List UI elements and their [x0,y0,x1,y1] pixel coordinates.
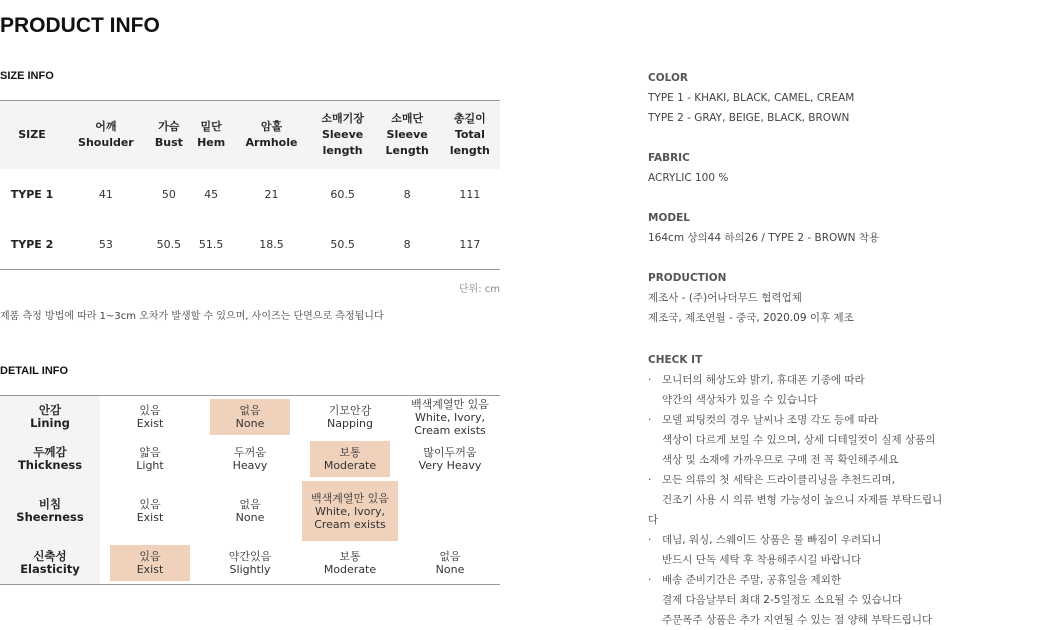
page-title: PRODUCT INFO [0,14,160,37]
check-item-line: 모니터의 해상도와 밝기, 휴대폰 기종에 따라 [662,374,865,386]
detail-option [110,481,190,541]
size-cell: 53 [98,237,113,251]
detail-option [410,545,490,581]
size-cell: 50.5 [330,237,355,251]
detail-label-ko: 신축성 [33,549,67,563]
detail-label-ko: 두께감 [33,445,67,459]
detail-cell [200,396,300,438]
unit-label: 단위: cm [458,284,500,295]
production-line: 제조사 - (주)어나더무드 협력업체 [648,292,802,304]
detail-option-line: Exist [136,563,164,576]
model-line: 164cm 상의44 하의26 / TYPE 2 - BROWN 착용 [648,232,880,244]
detail-option-line: Light [136,459,164,472]
size-info-heading: SIZE INFO [0,70,54,82]
detail-cell [300,396,400,438]
size-col-header-line: 소매기장 [321,112,364,125]
detail-option-line: White, Ivory, [415,410,485,424]
detail-option-line: Exist [136,417,164,430]
detail-option [110,399,190,435]
detail-option [410,441,490,477]
size-cell: 45 [204,187,219,201]
size-col-header-line: 소매단 [391,112,424,125]
check-item-line: 약간의 색상차가 있을 수 있습니다 [662,394,818,406]
size-cell: 8 [403,187,411,201]
detail-option [310,545,390,581]
size-col-header-line: 어깨 [95,120,117,133]
detail-cell [200,480,300,542]
detail-cell [400,542,500,584]
detail-label-ko: 비침 [38,497,62,511]
check-item-line: 색상 및 소재에 가까우므로 구매 전 꼭 확인해주세요 [662,454,899,466]
fabric-section [648,148,728,188]
check-it-label: CHECK IT [648,354,703,366]
detail-option [110,545,190,581]
check-item [648,410,948,470]
detail-option-line: Exist [136,511,164,524]
detail-option [302,481,398,541]
size-cell: 111 [459,187,481,201]
table-row [0,219,500,270]
size-table [0,100,500,270]
detail-cell [300,438,400,480]
detail-option-line: 두꺼움 [234,446,266,459]
detail-option-line: 약간있음 [228,550,272,563]
detail-cell [400,396,500,438]
bullet-icon: · [648,374,652,386]
detail-option-line: Slightly [229,563,271,576]
size-cell: 8 [403,237,411,251]
check-item-line: 색상이 다르게 보일 수 있으며, 상세 디테일컷이 실제 상품의 [662,434,936,446]
size-col-header [190,101,232,170]
detail-option-line: 백색계열만 있음 [411,397,489,411]
detail-row [0,396,500,438]
size-cell: 41 [98,187,113,201]
detail-label-ko: 안감 [38,403,62,417]
detail-row [0,480,500,542]
detail-option [210,481,290,541]
detail-table [0,395,500,585]
check-item [648,530,948,570]
detail-option [210,399,290,435]
size-cell: 18.5 [259,237,284,251]
detail-cell [300,480,400,542]
size-col-header-line: 총길이 [453,112,486,125]
check-item [648,470,948,530]
detail-option-line: Very Heavy [418,459,482,472]
size-col-header [0,101,64,170]
detail-option [210,545,290,581]
detail-label-en: Thickness [17,458,83,472]
fabric-label: FABRIC [648,152,690,164]
detail-row-header [0,480,100,542]
detail-cell [200,542,300,584]
production-label: PRODUCTION [648,272,727,284]
detail-option-line: 없음 [239,498,261,511]
check-item-line: 배송 준비기간은 주말, 공휴일을 제외한 [662,574,841,586]
check-item-line: 모든 의류의 첫 세탁은 드라이클리닝을 추천드리며, [662,474,896,486]
size-col-header-line: length [322,144,363,157]
detail-row-header [0,438,100,480]
check-item [648,370,948,410]
detail-cell [400,438,500,480]
production-section [648,268,854,328]
size-col-header [311,101,375,170]
detail-option-line: White, Ivory, [315,504,385,518]
detail-row-header [0,542,100,584]
size-cell: 60.5 [330,187,355,201]
detail-option-line: 보통 [339,446,361,459]
detail-option-line: Napping [327,417,373,430]
detail-cell [100,542,200,584]
detail-row [0,542,500,584]
check-item-line: 주문폭주 상품은 추가 지연될 수 있는 점 양해 부탁드립니다 [662,614,933,626]
detail-label-en: Sheerness [16,510,84,524]
detail-option-line: 백색계열만 있음 [311,491,389,505]
check-item [648,570,948,630]
detail-option [210,441,290,477]
detail-label-en: Lining [30,416,70,430]
detail-row-header [0,396,100,438]
detail-option-line: 없음 [239,404,261,417]
detail-cell [100,438,200,480]
detail-cell [100,480,200,542]
size-col-header-line: Sleeve [386,128,428,141]
size-col-header [375,101,440,170]
check-item-line: 건조기 사용 시 의류 변형 가능성이 높으니 자제를 부탁드립니 [662,494,943,506]
check-item-line: 모델 피팅컷의 경우 날씨나 조명 각도 등에 따라 [662,414,879,426]
color-label: COLOR [648,72,688,84]
check-item-line: 반드시 단독 세탁 후 착용해주시길 바랍니다 [662,554,862,566]
detail-option-line: 없음 [439,550,461,563]
size-col-header-line: Total [454,128,485,141]
detail-option-line: Cream exists [414,423,486,437]
detail-cell [400,480,500,542]
size-col-header-line: Length [385,144,429,157]
bullet-icon: · [648,534,652,546]
detail-option [310,399,390,435]
detail-option-line: Moderate [323,459,377,472]
detail-option-line: Heavy [232,459,268,472]
bullet-icon: · [648,474,652,486]
size-col-header [440,101,500,170]
size-cell: 50.5 [156,237,182,251]
size-col-header-line: Shoulder [78,136,134,149]
size-cell: 50 [161,187,176,201]
size-col-header-line: 밑단 [200,120,222,133]
size-col-header [232,101,310,170]
detail-row [0,438,500,480]
bullet-icon: · [648,574,652,586]
model-section [648,208,879,248]
detail-option [110,441,190,477]
size-col-header [64,101,148,170]
detail-label-en: Elasticity [20,562,80,576]
size-col-header-line: Sleeve [321,128,364,141]
size-col-header-line: 암홀 [260,120,283,133]
detail-option-line: 있음 [139,498,161,511]
size-col-header-line: 가슴 [158,120,180,133]
size-col-header-line: SIZE [18,128,46,141]
check-it-section [648,350,948,630]
detail-option-line: 많이두꺼움 [423,446,477,459]
fabric-line: ACRYLIC 100 % [648,172,729,184]
detail-option [310,441,390,477]
bullet-icon: · [648,414,652,426]
size-col-header-line: Armhole [245,136,298,149]
size-table-header [0,101,500,170]
size-cell: 51.5 [198,237,224,251]
color-section [648,68,854,128]
detail-option-line: 보통 [339,550,361,563]
size-col-header-line: length [449,144,490,157]
detail-option-line: 있음 [139,404,161,417]
detail-option-line: None [235,511,265,524]
check-item-line: 다 [648,514,659,526]
measurement-note: 제품 측정 방법에 따라 1~3cm 오차가 발생할 수 있으며, 사이즈는 단면으로 측정됩니다 [0,311,384,322]
production-line: 제조국, 제조연월 - 중국, 2020.09 이후 제조 [648,312,854,324]
detail-option-line: 얇음 [139,446,161,459]
check-item-line: 데님, 워싱, 스웨이드 상품은 물 빠짐이 우려되니 [662,534,882,546]
size-col-header-line: Bust [154,136,183,149]
size-cell: 117 [459,237,481,251]
table-row [0,169,500,219]
detail-cell [200,438,300,480]
detail-option-line: 기모안감 [328,404,372,417]
detail-option-line: Moderate [323,563,377,576]
size-col-header [148,101,190,170]
detail-option-line: 있음 [139,550,161,563]
detail-option [402,399,498,435]
model-label: MODEL [648,212,690,224]
detail-option-line: None [235,417,265,430]
detail-info-heading: DETAIL INFO [0,365,69,377]
size-row-label: TYPE 2 [10,237,54,251]
color-line: TYPE 1 - KHAKI, BLACK, CAMEL, CREAM [648,92,855,104]
detail-option-line: None [435,563,465,576]
detail-cell [100,396,200,438]
size-col-header-line: Hem [197,136,226,149]
size-row-label: TYPE 1 [10,187,54,201]
check-item-line: 결제 다음날부터 최대 2-5일정도 소요될 수 있습니다 [662,594,903,606]
detail-option-line: Cream exists [314,517,386,531]
color-line: TYPE 2 - GRAY, BEIGE, BLACK, BROWN [648,112,850,124]
detail-cell [300,542,400,584]
size-cell: 21 [264,187,279,201]
